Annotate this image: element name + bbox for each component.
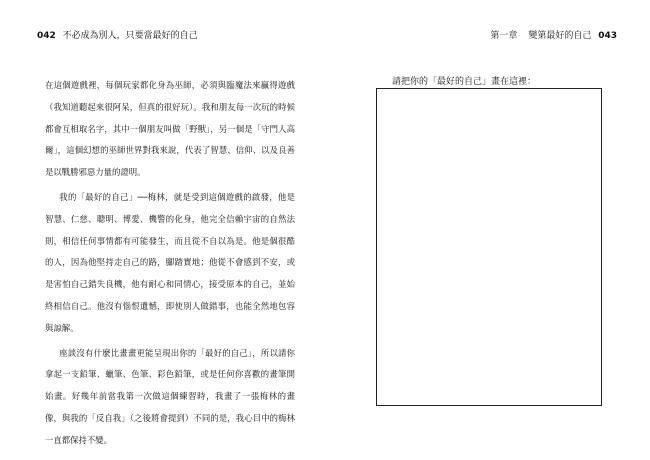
drawing-area-box [376, 88, 602, 406]
chapter-label: 第一章 [490, 31, 518, 41]
body-paragraph: 座談沒有什麼比畫畫更能呈現出你的「最好的自己」，所以請你拿起一支鉛筆、蠟筆、色筆、彩色鉛筆，或是任何你喜歡的畫筆開始畫。好幾年前當我第一次做這個練習時，我畫了一張梅林的畫像，與我的「反自我」（之後將會提到）不同的是，我心目中的梅林一直都保持不變。 [45, 347, 295, 445]
drawing-prompt: 請把你的「最好的自己」畫在這裡： [392, 77, 537, 87]
left-page-number: 042 [37, 31, 56, 41]
body-paragraph: 在這個遊戲裡，每個玩家都化身為巫師，必須與臨魔法來贏得遊戲（我知道聽起來很阿呆，但真的很好玩）。我和朋友每一次玩的時候都會互相取名字，其中一個朋友叫做「野獸」，另一個是「守門人高爾」，這個幻想的巫師世界對我來說，代表了智慧、信仰、以及良善是以戰勝邪惡力量的證明。 [45, 80, 295, 178]
left-page-header [37, 28, 198, 41]
right-header-title: 變第最好的自己 [528, 31, 592, 41]
left-header-title: 不必成為別人，只要當最好的自己 [62, 31, 198, 41]
right-page-header [490, 28, 617, 41]
right-page-number: 043 [598, 31, 617, 41]
left-page-body [45, 75, 295, 455]
body-paragraph: 我的「最好的自己」──梅林，就是受到這個遊戲的啟發，他是智慧、仁慈、聰明、博愛、機警的化身，他完全信賴宇宙的自然法則，相信任何事情都有可能發生，而且從不自以為是。他是個很酷的人，因為他堅持走自己的路，腳踏實地；他從不會感到不安，或是害怕自己錯失良機，他有耐心和同情心，接受原本的自己，並始終相信自己。他沒有惱恨遺憾，即使別人做錯事，也能全然地包容與諒解。 [45, 191, 295, 333]
